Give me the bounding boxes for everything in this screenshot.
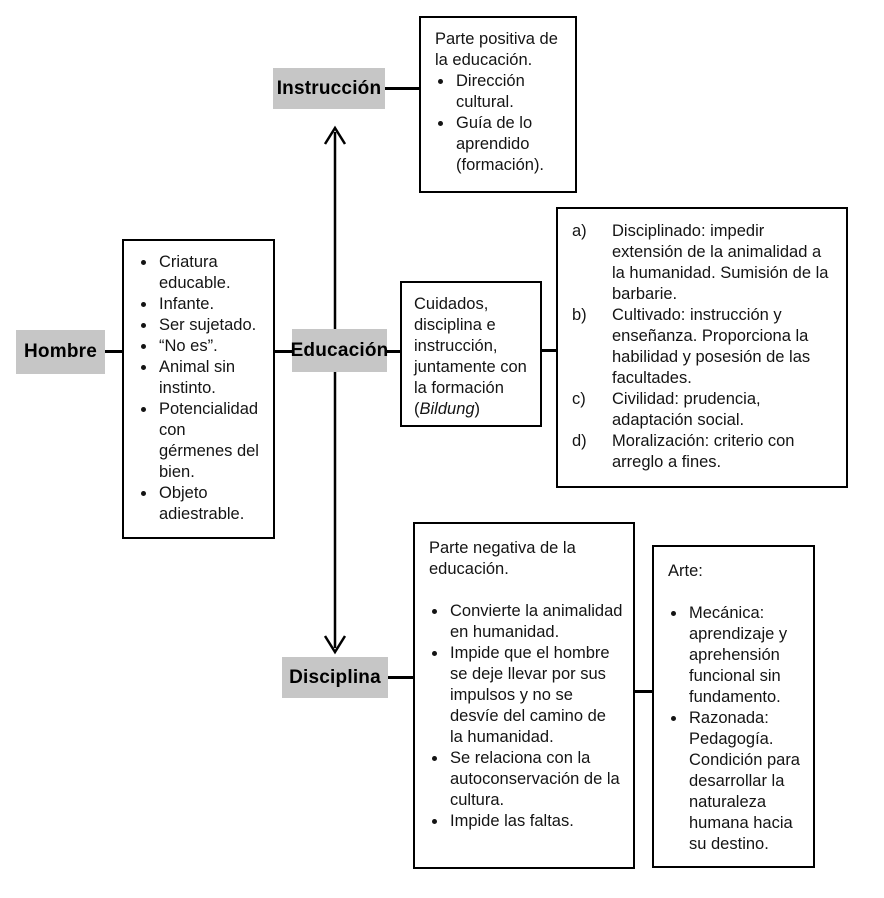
node-hombre: [16, 330, 105, 374]
bullet-item: • Criatura educable.: [157, 252, 263, 294]
box-arte-detail: [652, 545, 815, 868]
aspect-text: Disciplinado: impedir extensión de la animalidad a la humanidad. Sumisión de la barbarie.: [612, 222, 829, 303]
connector-disciplina-detail: [387, 676, 415, 679]
educacion-detail-prefix: Cuidados, disciplina e instrucción, juntamente con la formación (: [414, 295, 527, 418]
aspect-item: [572, 305, 838, 389]
box-hombre-detail: [122, 239, 275, 539]
node-instruccion-label: Instrucción: [276, 77, 382, 99]
bullet-item: • Objeto adiestrable.: [157, 483, 263, 525]
disciplina-bullet-list: [429, 601, 623, 832]
arte-bullet-list: [668, 603, 803, 855]
bullet-item: • Convierte la animalidad en humanidad.: [448, 601, 623, 643]
node-instruccion: [273, 68, 385, 109]
connector-disciplina-arte: [633, 690, 654, 693]
bullet-item: • Mecánica: aprendizaje y aprehensión funcional sin fundamento.: [687, 603, 803, 708]
arte-title: Arte:: [668, 562, 703, 580]
bullet-item: • Razonada: Pedagogía. Condición para desarrollar la naturaleza humana hacia su destino.: [687, 708, 803, 855]
bullet-item: • Infante.: [157, 294, 263, 315]
aspect-marker: b): [572, 306, 587, 324]
bullet-item: • Impide que el hombre se deje llevar por sus impulsos y no se desvíe del camino de la humanidad.: [448, 643, 623, 748]
disciplina-intro: Parte negativa de la educación.: [429, 539, 576, 578]
aspect-marker: d): [572, 432, 587, 450]
node-educacion: [292, 329, 387, 372]
bullet-item: • Animal sin instinto.: [157, 357, 263, 399]
up-down-arrow-icon: [320, 122, 350, 658]
node-educacion-label: Educación: [290, 339, 389, 361]
connector-instruccion-detail: [385, 87, 421, 90]
bullet-item: • Potencialidad con gérmenes del bien.: [157, 399, 263, 483]
connector-hombre-detail: [104, 350, 124, 353]
aspect-text: Civilidad: prudencia, adaptación social.: [612, 390, 761, 429]
box-educacion-detail: [400, 281, 542, 427]
instruccion-bullet-list: [435, 71, 565, 176]
node-disciplina-label: Disciplina: [289, 666, 381, 688]
node-hombre-label: Hombre: [24, 341, 97, 362]
bullet-item: • Guía de lo aprendido (formación).: [454, 113, 565, 176]
aspect-text: Cultivado: instrucción y enseñanza. Proporciona la habilidad y posesión de las facultades.: [612, 306, 811, 387]
educacion-detail-bildung: Bildung: [419, 400, 475, 418]
box-educacion-aspectos: [556, 207, 848, 488]
aspect-item: [572, 389, 838, 431]
instruccion-intro: Parte positiva de la educación.: [435, 30, 558, 69]
bullet-item: • Dirección cultural.: [454, 71, 565, 113]
aspect-item: [572, 431, 838, 473]
educacion-detail-text: [414, 294, 530, 420]
box-instruccion-detail: [419, 16, 577, 193]
aspect-marker: c): [572, 390, 586, 408]
bullet-item: • Impide las faltas.: [448, 811, 623, 832]
box-disciplina-detail: [413, 522, 635, 869]
aspect-item: [572, 221, 838, 305]
bullet-item: • “No es”.: [157, 336, 263, 357]
aspect-text: Moralización: criterio con arreglo a fines.: [612, 432, 795, 471]
aspect-marker: a): [572, 222, 587, 240]
hombre-bullet-list: [138, 252, 263, 525]
bullet-item: • Se relaciona con la autoconservación de la cultura.: [448, 748, 623, 811]
bullet-item: • Ser sujetado.: [157, 315, 263, 336]
educacion-detail-suffix: ): [474, 400, 481, 418]
node-disciplina: [282, 657, 388, 698]
